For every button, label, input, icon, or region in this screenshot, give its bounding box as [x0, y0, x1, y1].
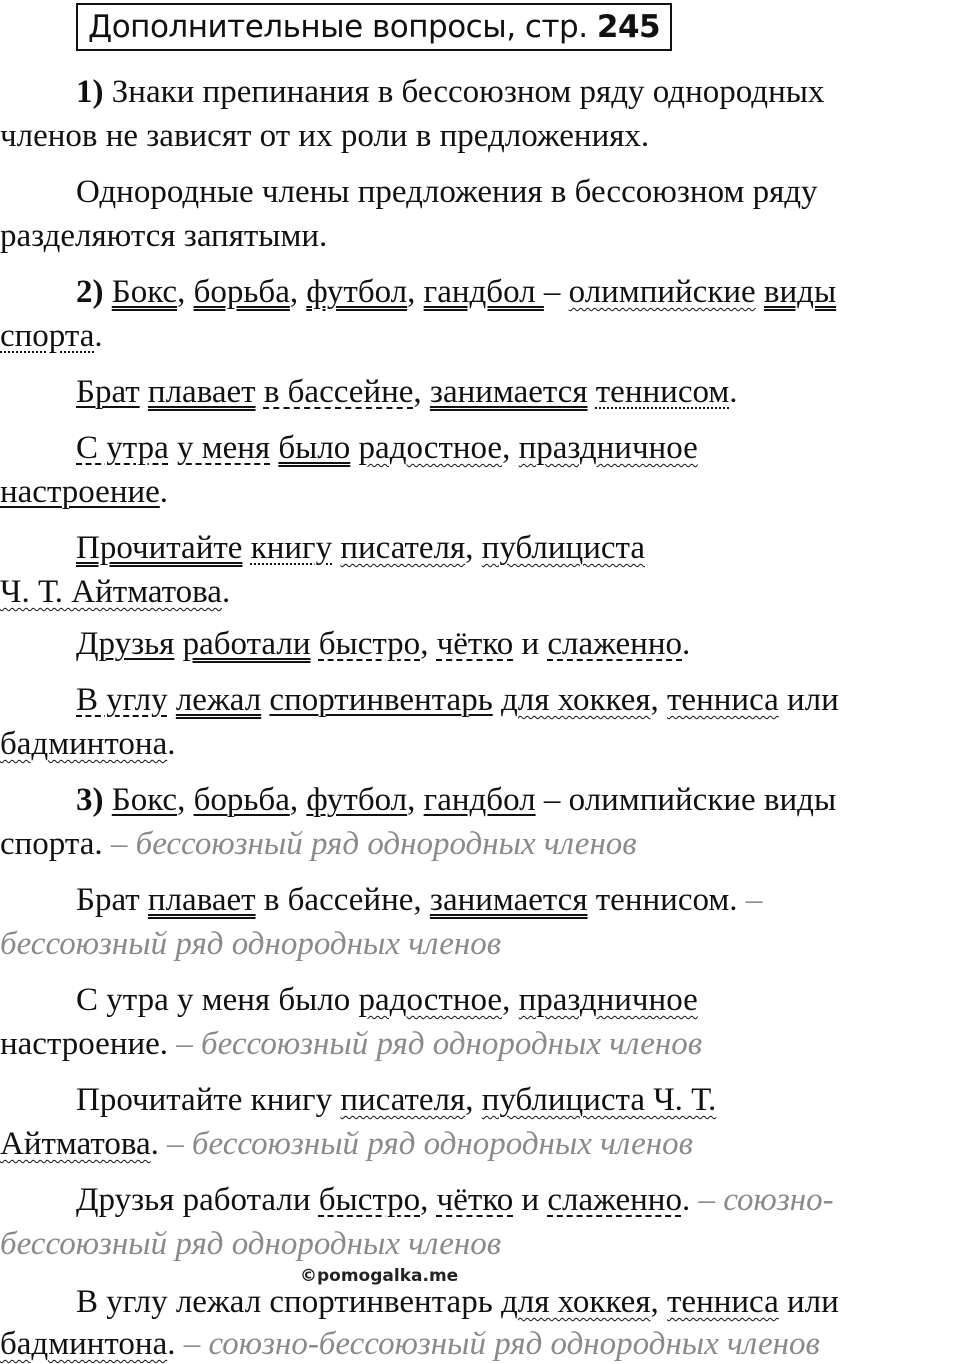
attribute-word: для хоккея	[501, 682, 651, 718]
q1-text-1: Знаки препинания в бессоюзном ряду однородных	[111, 74, 825, 110]
q2-sentence-4-cont	[0, 572, 230, 612]
plain-text: теннисом.	[587, 882, 738, 918]
homogeneous-word: бадминтона	[0, 1326, 168, 1362]
adverbial-word: в бассейне	[263, 374, 414, 410]
period: .	[681, 1182, 691, 1218]
plain-text: Брат	[76, 882, 148, 918]
q2-sentence-1: 2) Бокс, борьба, футбол, гандбол – олимпийские виды	[76, 274, 837, 310]
conjunction: или	[778, 1284, 839, 1320]
subject-word: спортинвентарь	[269, 682, 493, 718]
homogeneous-word: занимается	[429, 882, 588, 918]
plain-text: В углу лежал спортинвентарь	[76, 1284, 501, 1320]
predicate-word: виды	[763, 274, 837, 310]
explanation-note: – бессоюзный ряд однородных членов	[168, 1026, 703, 1062]
q2-sentence-1-cont	[0, 316, 103, 356]
q3-sentence-6: В углу лежал спортинвентарь для хоккея, тенниса или	[76, 1284, 839, 1320]
period: .	[167, 1326, 176, 1362]
homogeneous-word: праздничное	[518, 982, 698, 1018]
subject-word: Друзья	[76, 626, 175, 662]
conjunction: и	[513, 626, 548, 662]
homogeneous-word: для хоккея	[501, 1284, 651, 1320]
q2-sentence-5: Друзья работали быстро, чётко и слаженно.	[76, 626, 691, 662]
subject-word: борьба	[193, 274, 290, 310]
q1-number: 1)	[76, 74, 104, 110]
adverbial-word: у меня	[176, 430, 271, 466]
homogeneous-word: радостное	[358, 982, 503, 1018]
sentence-end: спорта.	[0, 826, 103, 862]
q3-sentence-1-cont	[0, 824, 637, 864]
q1-line-1	[76, 72, 824, 112]
q1-text-4: разделяются запятыми.	[0, 218, 328, 254]
subject-word: гандбол	[423, 274, 544, 310]
q2-sentence-3-cont	[0, 472, 168, 512]
homogeneous-word: плавает	[147, 882, 256, 918]
homogeneous-word: гандбол	[423, 782, 536, 818]
homogeneous-word: борьба	[193, 782, 290, 818]
dash: –	[543, 274, 569, 310]
homogeneous-word: Бокс	[111, 782, 178, 818]
homogeneous-word: футбол	[306, 782, 408, 818]
explanation-note: бессоюзный ряд однородных членов	[0, 1226, 502, 1262]
title-page-number: 245	[596, 9, 661, 45]
period: .	[159, 474, 169, 510]
period: .	[682, 626, 691, 662]
q3-sentence-1: 3) Бокс, борьба, футбол, гандбол – олимпийские виды	[76, 782, 837, 818]
plain-text: С утра у меня было	[76, 982, 359, 1018]
object-word: спорта	[0, 318, 95, 354]
q1-text-2: членов не зависят от их роли в предложениях.	[0, 118, 650, 154]
q3-sentence-3-cont	[0, 1024, 702, 1064]
period: .	[94, 318, 103, 354]
page-title	[76, 3, 672, 51]
homogeneous-word: тенниса	[667, 1284, 779, 1320]
homogeneous-word: чётко	[436, 1182, 514, 1218]
subject-word: Брат	[76, 374, 140, 410]
predicate-word: лежал	[175, 682, 262, 718]
plain-text: Друзья работали	[76, 1182, 319, 1218]
conjunction: и	[513, 1182, 548, 1218]
adverbial-word: В углу	[76, 682, 168, 718]
adverbial-word: С утра	[76, 430, 169, 466]
q2-sentence-2: Брат плавает в бассейне, занимается теннисом.	[76, 374, 738, 410]
object-word: книгу	[250, 530, 333, 566]
attribute-word: праздничное	[518, 430, 698, 466]
period: .	[221, 574, 231, 610]
predicate-word: плавает	[147, 374, 256, 410]
note-dash: –	[737, 882, 763, 918]
plain-text: Прочитайте книгу	[76, 1082, 341, 1118]
explanation-note: – бессоюзный ряд однородных членов	[158, 1126, 693, 1162]
q3-sentence-3: С утра у меня было радостное, праздничное	[76, 982, 698, 1018]
watermark: ©pomogalka.me	[300, 1266, 459, 1286]
q1-line-4	[0, 216, 327, 256]
q1-line-3	[76, 172, 818, 212]
attribute-word: радостное	[358, 430, 503, 466]
plain-text: в бассейне,	[255, 882, 430, 918]
adverbial-word: чётко	[436, 626, 514, 662]
q3-sentence-6-cont	[0, 1324, 820, 1364]
q1-text-3: Однородные члены предложения в бессоюзном ряду	[76, 174, 818, 210]
subject-word: футбол	[306, 274, 408, 310]
q3-sentence-2-cont	[0, 924, 501, 964]
explanation-note: бессоюзный ряд однородных членов	[0, 926, 502, 962]
q2-number: 2)	[76, 274, 104, 310]
q3-sentence-4-cont	[0, 1124, 693, 1164]
subject-word: настроение	[0, 474, 160, 510]
q3-sentence-5: Друзья работали быстро, чётко и слаженно. – союзно-	[76, 1182, 834, 1218]
q2-sentence-3: С утра у меня было радостное, праздничное	[76, 430, 698, 466]
subject-word: Бокс	[111, 274, 178, 310]
q2-sentence-6-cont	[0, 724, 175, 764]
q3-sentence-4: Прочитайте книгу писателя, публициста Ч. Т.	[76, 1082, 717, 1118]
sentence-rest: – олимпийские виды	[535, 782, 837, 818]
explanation-note: – бессоюзный ряд однородных членов	[102, 826, 637, 862]
predicate-word: работали	[182, 626, 311, 662]
period: .	[729, 374, 738, 410]
explanation-note: – союзно-	[690, 1182, 834, 1218]
homogeneous-word: писателя	[340, 1082, 466, 1118]
attribute-word: тенниса	[667, 682, 779, 718]
q1-line-2	[0, 116, 649, 156]
title-text: Дополнительные вопросы, стр.	[88, 9, 588, 45]
adverbial-word: быстро	[318, 626, 421, 662]
period: .	[167, 726, 176, 762]
q3-sentence-2	[76, 880, 762, 920]
q3-sentence-5-cont	[0, 1224, 501, 1264]
adverbial-word: слаженно	[547, 626, 682, 662]
conjunction: или	[778, 682, 839, 718]
object-word: теннисом	[595, 374, 730, 410]
attribute-word: Ч. Т. Айтматова	[0, 574, 222, 610]
attribute-word: олимпийские	[568, 274, 756, 310]
predicate-word: занимается	[429, 374, 588, 410]
homogeneous-word: слаженно	[547, 1182, 682, 1218]
homogeneous-word: публициста Ч. Т.	[481, 1082, 717, 1118]
q3-number: 3)	[76, 782, 104, 818]
attribute-word: публициста	[481, 530, 645, 566]
attribute-word: бадминтона	[0, 726, 168, 762]
homogeneous-word: Айтматова	[0, 1126, 151, 1162]
predicate-word: Прочитайте	[76, 530, 243, 566]
sentence-end: настроение.	[0, 1026, 169, 1062]
predicate-word: было	[278, 430, 351, 466]
explanation-note: – союзно-бессоюзный ряд однородных членов	[175, 1326, 820, 1362]
q2-sentence-6: В углу лежал спортинвентарь для хоккея, тенниса или	[76, 682, 839, 718]
period: .	[150, 1126, 159, 1162]
homogeneous-word: быстро	[318, 1182, 421, 1218]
attribute-word: писателя	[340, 530, 466, 566]
q2-sentence-4: Прочитайте книгу писателя, публициста	[76, 530, 645, 566]
